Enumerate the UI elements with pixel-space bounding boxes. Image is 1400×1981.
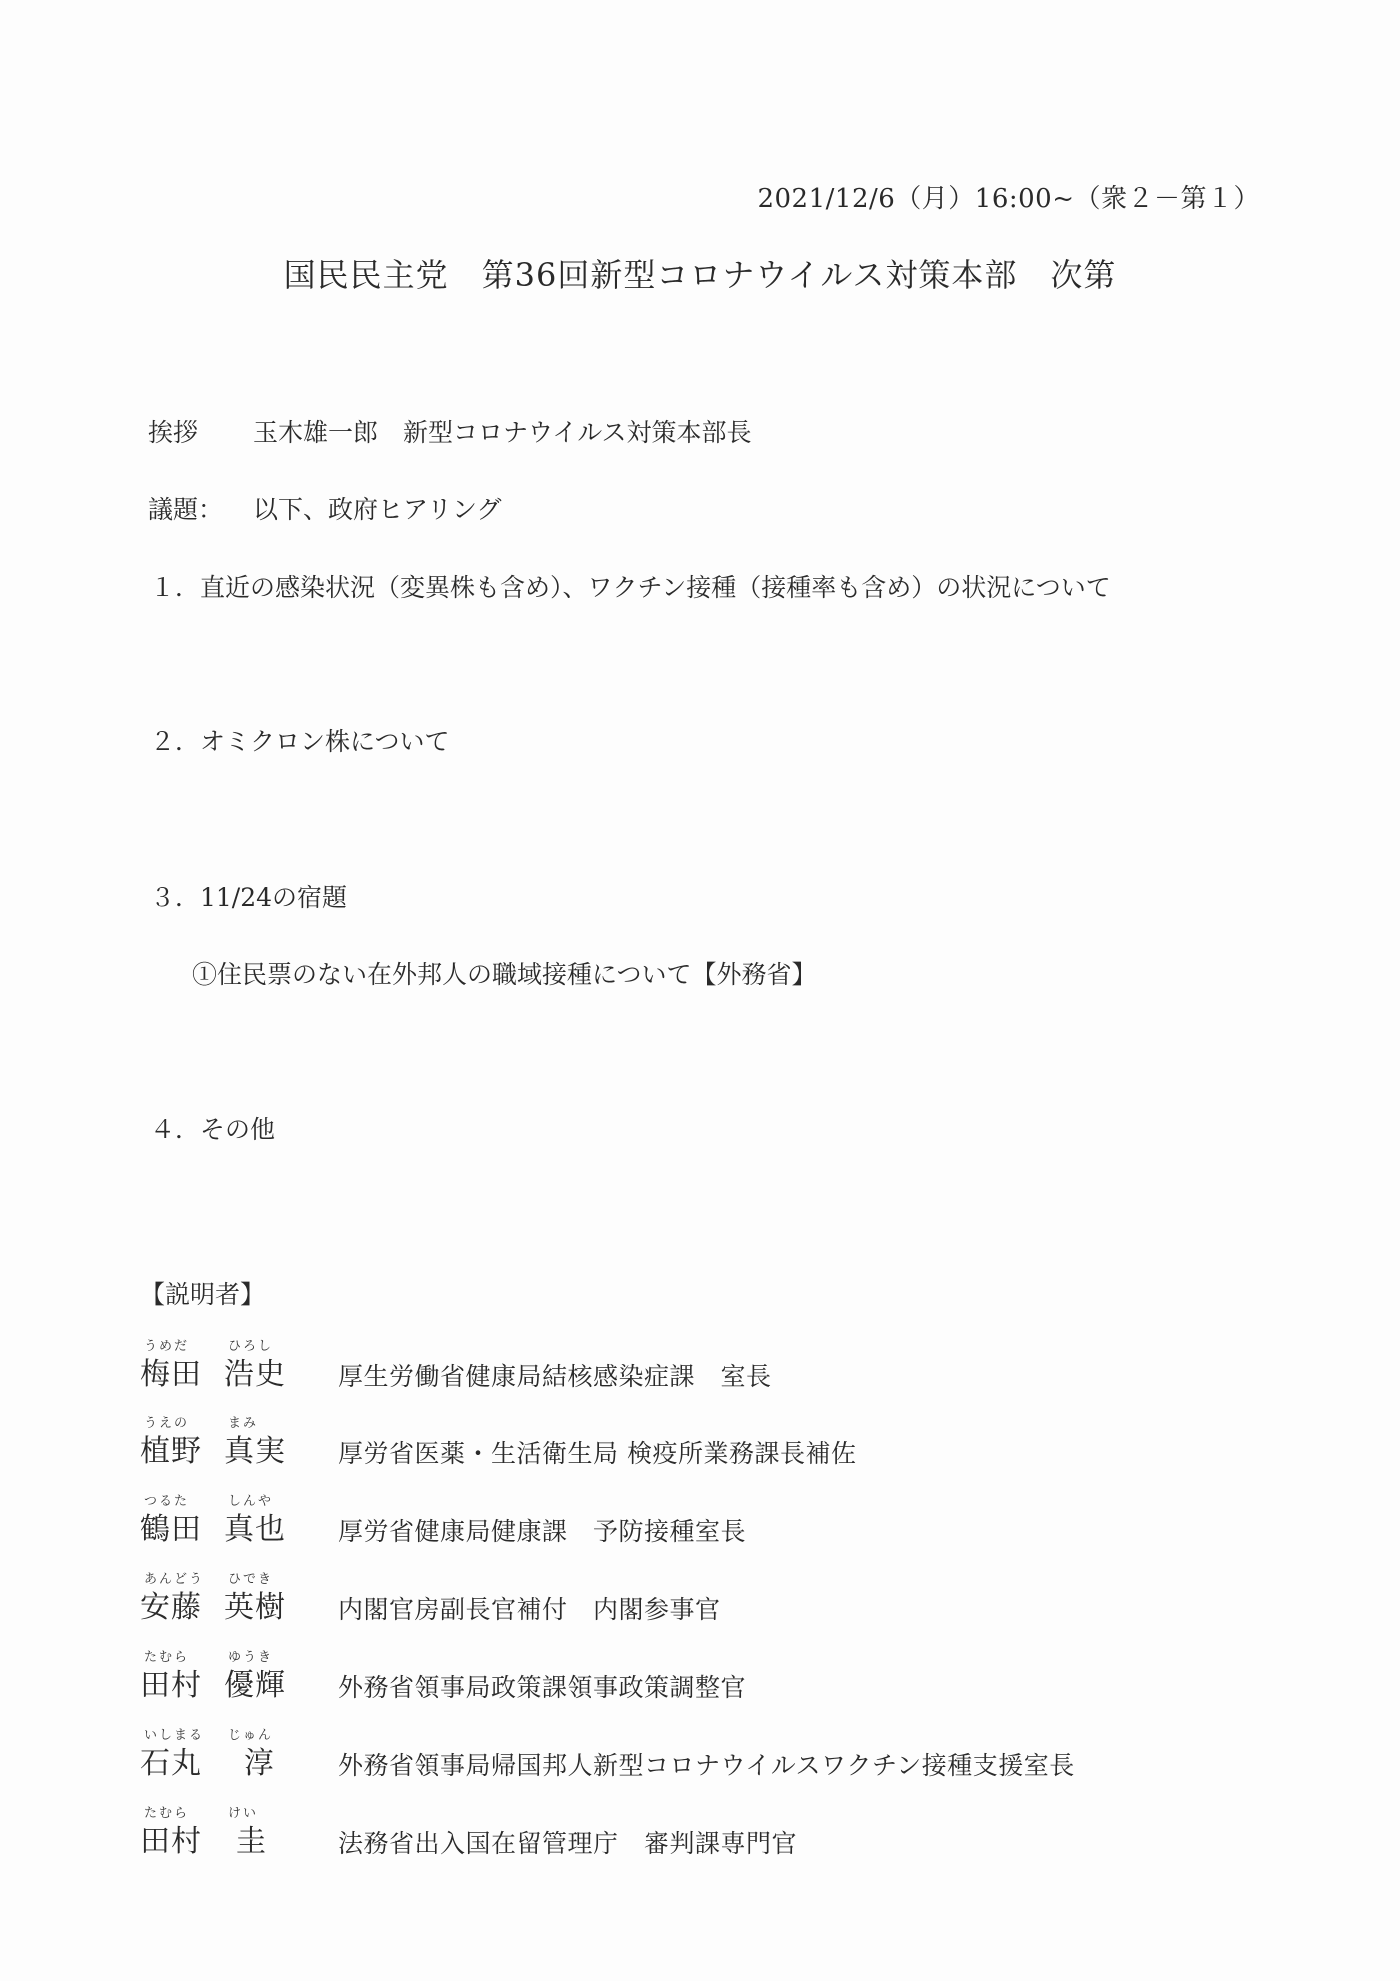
presenter-role: 厚労省健康局健康課 予防接種室長 [338,1517,747,1546]
presenter-row [140,1802,1290,1872]
presenters-heading: 【説明者】 [140,1280,266,1309]
presenter-role: 厚労省医薬・生活衛生局 検疫所業務課長補佐 [338,1439,857,1468]
agenda-text: 以下、政府ヒアリング [253,495,502,524]
given-name: 圭 [236,1824,267,1859]
greeting-row [148,413,752,449]
given-name: 優輝 [224,1668,286,1703]
given-name: 英樹 [224,1590,286,1625]
agenda-item-4: ４．その他 [150,1115,276,1144]
family-name-ruby: うえの [144,1416,190,1431]
family-name: 鶴田 [140,1512,202,1547]
given-name-ruby: じゅん [228,1728,274,1743]
family-name: 田村 [140,1824,202,1859]
agenda-item-1: １．直近の感染状況（変異株も含め）、ワクチン接種（接種率も含め）の状況について [150,573,1111,602]
meeting-date-line: 2021/12/6（月）16:00~（衆２－第１） [757,184,1260,214]
family-name: 植野 [140,1434,202,1469]
presenter-row [140,1724,1290,1794]
given-name: 浩史 [224,1357,286,1392]
given-name: 真実 [224,1434,286,1469]
given-name-ruby: けい [228,1806,259,1821]
family-name-ruby: たむら [144,1650,190,1665]
document-title: 国民民主党 第36回新型コロナウイルス対策本部 次第 [283,256,1117,294]
family-name: 石丸 [140,1746,202,1781]
presenter-row [140,1646,1290,1716]
family-name-ruby: いしまる [144,1728,205,1743]
family-name: 田村 [140,1668,202,1703]
given-name: 淳 [244,1746,275,1781]
agenda-label: 議題： [148,495,224,524]
agenda-row [148,490,502,526]
given-name-ruby: ゆうき [228,1650,274,1665]
agenda-item-2: ２．オミクロン株について [150,727,450,756]
greeting-text: 玉木雄一郎 新型コロナウイルス対策本部長 [253,418,752,447]
presenter-role: 外務省領事局政策課領事政策調整官 [338,1673,747,1702]
given-name-ruby: ひろし [228,1339,274,1354]
given-name-ruby: しんや [228,1494,274,1509]
family-name: 安藤 [140,1590,202,1625]
presenter-row [140,1490,1290,1560]
family-name-ruby: つるた [144,1494,190,1509]
presenter-row [140,1412,1290,1482]
given-name-ruby: まみ [228,1416,259,1431]
greeting-label: 挨拶 [148,418,199,447]
presenter-role: 法務省出入国在留管理庁 審判課専門官 [338,1829,798,1858]
family-name: 梅田 [140,1357,202,1392]
presenter-row [140,1335,1290,1405]
family-name-ruby: たむら [144,1806,190,1821]
presenter-role: 内閣官房副長官補付 内閣参事官 [338,1595,721,1624]
agenda-item-3: ３．11/24の宿題 [150,883,348,912]
presenter-row [140,1568,1290,1638]
given-name-ruby: ひでき [228,1572,274,1587]
presenter-role: 外務省領事局帰国邦人新型コロナウイルスワクチン接種支援室長 [338,1751,1075,1780]
family-name-ruby: あんどう [144,1572,205,1587]
given-name: 真也 [224,1512,286,1547]
family-name-ruby: うめだ [144,1339,190,1354]
agenda-item-3-sub-1: ①住民票のない在外邦人の職域接種について【外務省】 [192,960,817,989]
presenter-role: 厚生労働省健康局結核感染症課 室長 [338,1362,772,1391]
